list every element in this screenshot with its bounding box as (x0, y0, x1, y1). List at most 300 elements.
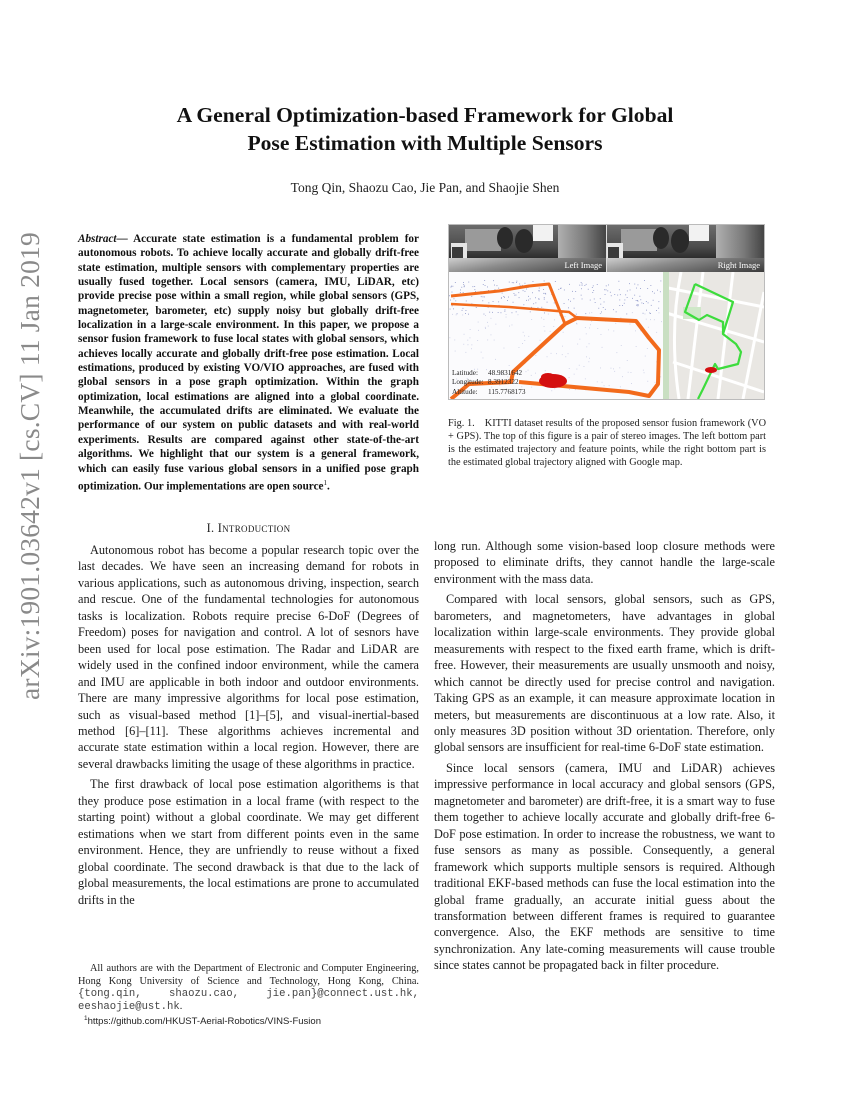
feature-point (450, 300, 451, 301)
feature-point (481, 296, 482, 297)
longitude-value: 8.3912322 (488, 378, 519, 387)
feature-point (463, 292, 464, 293)
feature-point (476, 307, 477, 308)
feature-point (575, 291, 576, 292)
caption-text: KITTI dataset results of the proposed sensor fusion framework (VO + GPS). The top of this figure is a pair of stereo images. The left bottom part is the estimated trajectory and feature points, while the right bottom part is the estimated global trajectory aligned with Google map. (448, 418, 767, 468)
feature-point (544, 299, 545, 300)
code-url-link[interactable]: https://github.com/HKUST-Aerial-Robotics/VINS-Fusion (87, 1016, 321, 1028)
feature-point (564, 290, 565, 291)
feature-point (582, 299, 583, 300)
stereo-image-pair (449, 225, 764, 272)
feature-point (577, 344, 578, 345)
feature-point (639, 296, 640, 297)
section-heading-introduction: I. Introduction (206, 521, 291, 535)
feature-point (585, 378, 586, 379)
feature-point (451, 287, 452, 288)
figure-caption (448, 418, 766, 470)
feature-point (516, 295, 517, 296)
feature-point (570, 301, 571, 302)
feature-point (466, 310, 467, 311)
feature-point (487, 287, 488, 288)
feature-point (614, 371, 615, 372)
feature-point (493, 301, 494, 302)
feature-point (452, 292, 453, 293)
feature-point (553, 326, 554, 327)
feature-point (605, 309, 606, 310)
feature-point (535, 297, 536, 298)
feature-point (602, 347, 603, 348)
left-stereo-image (449, 225, 606, 272)
feature-point (550, 331, 551, 332)
paragraph: long run. Although some vision-based loop closure methods were proposed to eliminate drifts, they cannot handle the large-scale environment with the mass data. (434, 539, 775, 586)
feature-point (460, 292, 461, 293)
feature-point (618, 281, 619, 282)
map-park-strip (663, 272, 669, 399)
feature-point (627, 360, 628, 361)
feature-point (576, 323, 577, 324)
feature-point (508, 297, 509, 298)
feature-point (551, 390, 552, 391)
feature-point (544, 326, 545, 327)
feature-point (485, 327, 486, 328)
feature-point (543, 293, 544, 294)
feature-point (471, 348, 472, 349)
feature-point (590, 324, 591, 325)
feature-point (470, 329, 471, 330)
feature-point (619, 367, 620, 368)
feature-point (484, 314, 485, 315)
feature-point (569, 284, 570, 285)
trajectory-view (449, 272, 663, 399)
feature-point (579, 365, 580, 366)
footnotes (78, 963, 419, 1029)
feature-point (456, 314, 457, 315)
feature-point (545, 294, 546, 295)
feature-point (575, 389, 576, 390)
feature-point (555, 281, 556, 282)
feature-point (540, 340, 541, 341)
feature-point (658, 301, 659, 302)
feature-point (646, 310, 647, 311)
feature-point (470, 337, 471, 338)
feature-point (647, 288, 648, 289)
feature-point (569, 377, 570, 378)
car-marker (705, 367, 717, 373)
feature-point (539, 291, 540, 292)
feature-point (525, 283, 526, 284)
feature-point (530, 298, 531, 299)
feature-point (638, 284, 639, 285)
paragraph: The first drawback of local pose estimation algorithems is that they produce pose estimation in a local frame (with respect to the starting point) without a global coordinate. We may get different estimations when we start from different points even in the same environment. Hence, they are unfriendly to reuse without a fixed global coordinate. The second drawback is that due to the lack of global measurements, the local estimations are prone to accumulated drifts in the (78, 777, 419, 907)
feature-point (660, 376, 661, 377)
feature-point (509, 282, 510, 283)
feature-point (564, 303, 565, 304)
tree-shape (671, 229, 689, 253)
abstract-text: Accurate state estimation is a fundamental problem for autonomous robots. To achieve locally accurate and globally drift-free state estimation, multiple sensors with complementary properties are usually fused together. Local sensors (camera, IMU, LiDAR, etc) provide precise pose within a small region, while global sensors (GPS, magnetometer, barometer, etc) supply noisy but globally drift-free localization in a large-scale environment. In this paper, we propose a sensor fusion framework to fuse local states with global sensors, which achieves locally accurate and globally drift-free pose estimation. Local estimations, produced by existing VO/VIO approaches, are fused with global sensors in a pose graph optimization. Within the graph optimization, local estimations are aligned into a global coordinate. Meanwhile, the accumulated drifts are eliminated. We evaluate the performance of our system on public datasets and with real-world experiments. Results are compared against other state-of-the-art algorithms. We highlight that our system is a general framework, which can easily fuse various global sensors in a unified pose graph optimization. Our implementations are open source (78, 233, 419, 493)
altitude-label: Altitude: (452, 387, 478, 396)
feature-point (454, 340, 455, 341)
feature-point (556, 353, 557, 354)
car-model (539, 373, 567, 388)
affiliation-footnote (78, 963, 419, 1013)
altitude-row (452, 388, 525, 397)
feature-point (659, 312, 660, 313)
feature-point (494, 340, 495, 341)
feature-point (582, 283, 583, 284)
feature-point (464, 334, 465, 335)
feature-point (586, 333, 587, 334)
feature-point (636, 346, 637, 347)
paper-title (100, 101, 750, 157)
longitude-row (452, 378, 525, 387)
feature-point (474, 289, 475, 290)
feature-point (581, 282, 582, 283)
feature-point (512, 282, 513, 283)
feature-point (539, 288, 540, 289)
feature-point (648, 327, 649, 328)
feature-point (532, 292, 533, 293)
feature-point (605, 294, 606, 295)
feature-point (512, 312, 513, 313)
feature-point (509, 326, 510, 327)
feature-point (528, 336, 529, 337)
feature-point (531, 375, 532, 376)
feature-point (472, 286, 473, 287)
feature-point (547, 302, 548, 303)
feature-point (528, 370, 529, 371)
feature-point (647, 348, 648, 349)
feature-point (602, 382, 603, 383)
feature-point (468, 344, 469, 345)
paragraph: Compared with local sensors, global sensors, such as GPS, barometers, and magnetometers, have advantages in global localization within large-scale environments. They provide global measurements with respect to the fixed earth frame, which is drift-free. However, their measurements are usually unsmooth and noisy, which cannot be directly used for precise control and navigation. Taking GPS as an example, it can measure approximate location in meters, but measurements are discontinuous at a low rate. Also, it only measures 3D position without 3D orientation. Therefore, only global sensors are insufficient for real-time 6-DoF state estimation. (434, 592, 775, 755)
feature-point (656, 332, 657, 333)
feature-point (455, 300, 456, 301)
feature-point (568, 299, 569, 300)
feature-point (545, 370, 546, 371)
feature-point (597, 328, 598, 329)
feature-point (600, 304, 601, 305)
feature-point (624, 300, 625, 301)
author-emails[interactable]: {tong.qin, shaozu.cao, jie.pan}@connect.ust.hk, eeshaojie@ust.hk (78, 988, 419, 1013)
feature-point (601, 312, 602, 313)
feature-point (586, 346, 587, 347)
feature-point (594, 299, 595, 300)
feature-point (600, 368, 601, 369)
feature-point (636, 288, 637, 289)
affiliation-text: All authors are with the Department of Electronic and Computer Engineering, Hong Kong University of Science and Technology, Hong Kong, China. (78, 963, 419, 987)
feature-point (516, 311, 517, 312)
feature-point (478, 322, 479, 323)
feature-point (589, 343, 590, 344)
feature-point (576, 369, 577, 370)
feature-point (544, 331, 545, 332)
feature-point (530, 311, 531, 312)
feature-point (483, 296, 484, 297)
feature-point (574, 374, 575, 375)
figure-label: Fig. 1. (448, 418, 475, 429)
feature-point (646, 319, 647, 320)
feature-point (462, 310, 463, 311)
feature-point (495, 324, 496, 325)
feature-point (514, 293, 515, 294)
feature-point (638, 301, 639, 302)
feature-point (645, 356, 646, 357)
feature-point (588, 361, 589, 362)
feature-point (494, 285, 495, 286)
feature-point (582, 285, 583, 286)
emails-end: . (179, 1000, 183, 1012)
feature-point (619, 300, 620, 301)
feature-point (493, 280, 494, 281)
feature-point (622, 305, 623, 306)
sky-patch (533, 225, 553, 241)
feature-point (474, 286, 475, 287)
feature-point (646, 301, 647, 302)
feature-point (634, 295, 635, 296)
feature-point (569, 368, 570, 369)
feature-point (655, 382, 656, 383)
feature-point (637, 305, 638, 306)
feature-point (507, 300, 508, 301)
feature-point (637, 304, 638, 305)
feature-point (463, 308, 464, 309)
title-line-1: A General Optimization-based Framework for Global (176, 103, 674, 127)
feature-point (538, 307, 539, 308)
feature-point (463, 344, 464, 345)
feature-point (492, 312, 493, 313)
feature-point (614, 294, 615, 295)
feature-point (584, 366, 585, 367)
feature-point (595, 302, 596, 303)
feature-point (590, 300, 591, 301)
feature-point (523, 304, 524, 305)
feature-point (617, 295, 618, 296)
feature-point (523, 332, 524, 333)
feature-point (616, 352, 617, 353)
feature-point (485, 328, 486, 329)
feature-point (501, 312, 502, 313)
feature-point (616, 311, 617, 312)
intro-left-column (78, 542, 419, 912)
feature-point (455, 282, 456, 283)
feature-point (518, 292, 519, 293)
feature-point (519, 284, 520, 285)
feature-point (544, 281, 545, 282)
feature-point (455, 351, 456, 352)
feature-point (600, 298, 601, 299)
feature-point (628, 372, 629, 373)
feature-point (516, 281, 517, 282)
feature-point (543, 319, 544, 320)
feature-point (591, 312, 592, 313)
feature-point (451, 286, 452, 287)
feature-point (450, 309, 451, 310)
feature-point (533, 303, 534, 304)
feature-point (585, 313, 586, 314)
feature-point (658, 308, 659, 309)
feature-point (471, 344, 472, 345)
feature-point (635, 330, 636, 331)
feature-point (656, 310, 657, 311)
feature-point (452, 286, 453, 287)
feature-point (538, 298, 539, 299)
feature-point (533, 281, 534, 282)
feature-point (632, 312, 633, 313)
feature-point (478, 330, 479, 331)
feature-point (576, 314, 577, 315)
feature-point (651, 305, 652, 306)
feature-point (608, 329, 609, 330)
right-image-label: Right Image (717, 260, 760, 270)
altitude-value: 115.7768173 (488, 387, 526, 396)
feature-point (485, 285, 486, 286)
feature-point (498, 312, 499, 313)
feature-point (526, 300, 527, 301)
feature-point (569, 389, 570, 390)
latitude-value: 48.9831642 (488, 369, 523, 378)
footnote-marker[interactable]: 1 (323, 478, 327, 487)
feature-point (453, 308, 454, 309)
feature-point (554, 319, 555, 320)
feature-point (592, 287, 593, 288)
feature-point (606, 285, 607, 286)
feature-point (624, 303, 625, 304)
feature-point (449, 295, 450, 296)
feature-point (600, 313, 601, 314)
feature-point (461, 287, 462, 288)
feature-point (554, 303, 555, 304)
feature-point (647, 381, 648, 382)
map-streets (663, 272, 764, 399)
feature-point (543, 289, 544, 290)
feature-point (460, 290, 461, 291)
feature-point (454, 298, 455, 299)
feature-point (604, 289, 605, 290)
feature-point (620, 386, 621, 387)
feature-point (634, 284, 635, 285)
abstract-dash: — (116, 233, 128, 245)
feature-point (513, 302, 514, 303)
feature-point (563, 332, 564, 333)
feature-point (468, 314, 469, 315)
intro-right-column (434, 538, 775, 978)
feature-point (523, 290, 524, 291)
feature-point (488, 326, 489, 327)
code-url-footnote (78, 1013, 419, 1029)
feature-point (561, 288, 562, 289)
feature-point (636, 300, 637, 301)
feature-point (640, 288, 641, 289)
feature-point (613, 309, 614, 310)
feature-point (630, 324, 631, 325)
feature-point (650, 319, 651, 320)
feature-point (518, 314, 519, 315)
left-image-label: Left Image (564, 260, 602, 270)
feature-point (610, 292, 611, 293)
feature-point (579, 285, 580, 286)
feature-point (464, 286, 465, 287)
feature-point (644, 372, 645, 373)
feature-point (660, 291, 661, 292)
feature-point (466, 301, 467, 302)
feature-point (503, 296, 504, 297)
feature-point (528, 300, 529, 301)
feature-point (512, 325, 513, 326)
feature-point (613, 368, 614, 369)
feature-point (611, 295, 612, 296)
feature-point (603, 307, 604, 308)
feature-point (660, 281, 661, 282)
feature-point (562, 354, 563, 355)
feature-point (504, 297, 505, 298)
feature-point (449, 337, 450, 338)
feature-point (643, 370, 644, 371)
feature-point (551, 353, 552, 354)
feature-point (598, 308, 599, 309)
paragraph: Since local sensors (camera, IMU and LiDAR) achieves impressive performance in local accuracy and global sensors (GPS, magnetometer and barometer) are drift-free, it is a smart way to fuse them together to achieve locally accurate and globally drift-free 6-DoF pose estimation. In order to increase the robustness, we want to fuse sensors as many as possible. Consequently, a general framework which supports multiple sensors is required. Although traditional EKF-based methods can fuse the local estimation into the global frame gradually, an accurate initial guess about the transformation between different frames is required to guarantee convergence. Also, the EKF methods are sensitive to time synchronization. Any late-coming measurements will cause trouble since states cannot be propagated back in filter procedure. (434, 760, 775, 973)
title-line-2: Pose Estimation with Multiple Sensors (247, 131, 603, 155)
feature-point (463, 284, 464, 285)
feature-point (506, 317, 507, 318)
feature-point (627, 297, 628, 298)
feature-point (506, 314, 507, 315)
latitude-row (452, 369, 525, 378)
feature-point (650, 313, 651, 314)
latitude-label: Latitude: (452, 369, 478, 378)
feature-point (558, 289, 559, 290)
feature-point (568, 307, 569, 308)
feature-point (505, 309, 506, 310)
feature-point (522, 343, 523, 344)
feature-point (632, 298, 633, 299)
feature-point (589, 358, 590, 359)
feature-point (585, 327, 586, 328)
feature-point (544, 313, 545, 314)
feature-point (488, 302, 489, 303)
feature-point (589, 313, 590, 314)
feature-point (514, 295, 515, 296)
feature-point (597, 381, 598, 382)
feature-point (606, 289, 607, 290)
feature-point (581, 288, 582, 289)
footnote-number: 1 (84, 1015, 88, 1023)
feature-point (650, 285, 651, 286)
feature-point (565, 316, 566, 317)
feature-point (627, 291, 628, 292)
feature-point (504, 348, 505, 349)
feature-point (501, 297, 502, 298)
feature-point (654, 319, 655, 320)
feature-point (541, 317, 542, 318)
right-stereo-image (606, 225, 764, 272)
feature-point (573, 298, 574, 299)
feature-point (554, 388, 555, 389)
feature-point (463, 282, 464, 283)
feature-point (609, 385, 610, 386)
feature-point (640, 299, 641, 300)
feature-point (483, 284, 484, 285)
feature-point (544, 297, 545, 298)
feature-point (584, 285, 585, 286)
feature-point (661, 321, 662, 322)
feature-point (653, 300, 654, 301)
feature-point (579, 339, 580, 340)
feature-point (462, 315, 463, 316)
arxiv-identifier-stamp: arXiv:1901.03642v1 [cs.CV] 11 Jan 2019 (14, 232, 45, 700)
feature-point (484, 297, 485, 298)
feature-point (502, 293, 503, 294)
feature-point (636, 305, 637, 306)
